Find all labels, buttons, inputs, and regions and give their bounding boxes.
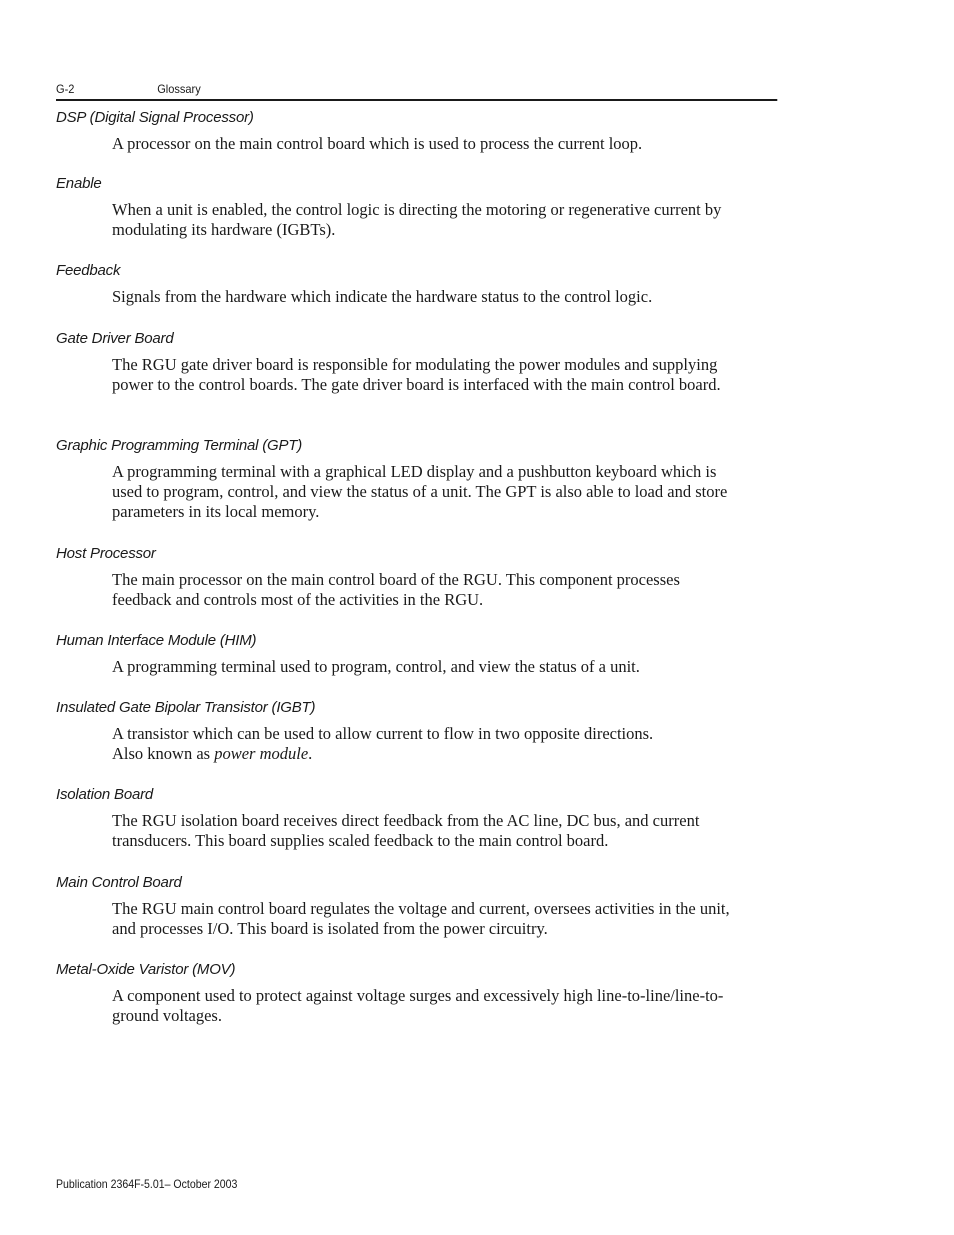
glossary-term: Host Processor [56, 545, 156, 562]
glossary-definition: The RGU isolation board receives direct feedback from the AC line, DC bus, and current transducers. This board supplies scaled feedback to the main control board. [112, 811, 700, 850]
glossary-term: Enable [56, 175, 102, 192]
glossary-definition: The RGU gate driver board is responsible for modulating the power modules and supplying power to the control boards. The gate driver board is interfaced with the main control board. [112, 355, 721, 394]
glossary-entry [56, 545, 756, 632]
glossary-entry [56, 330, 756, 437]
glossary-definition: A programming terminal used to program, control, and view the status of a unit. [112, 657, 640, 676]
glossary-definition: A component used to protect against voltage surges and excessively high line-to-line/line-to-ground voltages. [112, 986, 724, 1025]
glossary-definition [112, 724, 737, 764]
glossary-term: Gate Driver Board [56, 330, 174, 347]
glossary-term: Feedback [56, 262, 121, 279]
glossary-list [56, 109, 756, 1031]
glossary-entry [56, 437, 756, 545]
glossary-term: Graphic Programming Terminal (GPT) [56, 437, 303, 454]
definition-emphasis: power module [214, 744, 309, 763]
publication-footer: Publication 2364F-5.01– October 2003 [56, 1177, 238, 1191]
glossary-definition: Signals from the hardware which indicate the hardware status to the control logic. [112, 287, 653, 306]
glossary-term: Human Interface Module (HIM) [56, 632, 257, 649]
glossary-term: Main Control Board [56, 874, 182, 891]
glossary-entry [56, 262, 756, 330]
glossary-entry [56, 632, 756, 699]
glossary-entry [56, 961, 756, 1031]
glossary-entry [56, 175, 756, 262]
glossary-definition: The RGU main control board regulates the voltage and current, oversees activities in the unit, and processes I/O. This board is isolated from the power circuitry. [112, 899, 730, 938]
glossary-definition: A programming terminal with a graphical LED display and a pushbutton keyboard which is used to program, control, and view the status of a unit. The GPT is also able to load and store parameters in its local memory. [112, 462, 728, 521]
glossary-entry [56, 786, 756, 874]
glossary-term: Insulated Gate Bipolar Transistor (IGBT) [56, 699, 316, 716]
glossary-definition: The main processor on the main control board of the RGU. This component processes feedback and controls most of the activities in the RGU. [112, 570, 680, 609]
section-title: Glossary [157, 82, 201, 96]
definition-text: A transistor which can be used to allow current to flow in two opposite directions. [112, 724, 654, 743]
definition-text-line2: Also known as [112, 744, 215, 763]
glossary-definition: A processor on the main control board which is used to process the current loop. [112, 134, 643, 153]
glossary-entry [56, 109, 756, 175]
glossary-term: Metal-Oxide Varistor (MOV) [56, 961, 236, 978]
glossary-entry [56, 874, 756, 961]
definition-text-end: . [308, 744, 313, 763]
glossary-term: DSP (Digital Signal Processor) [56, 109, 254, 126]
page-number: G-2 [56, 82, 75, 96]
page-header [56, 81, 777, 101]
glossary-definition: When a unit is enabled, the control logic is directing the motoring or regenerative current by modulating its hardware (IGBTs). [112, 200, 722, 239]
glossary-entry [56, 699, 756, 786]
glossary-term: Isolation Board [56, 786, 154, 803]
